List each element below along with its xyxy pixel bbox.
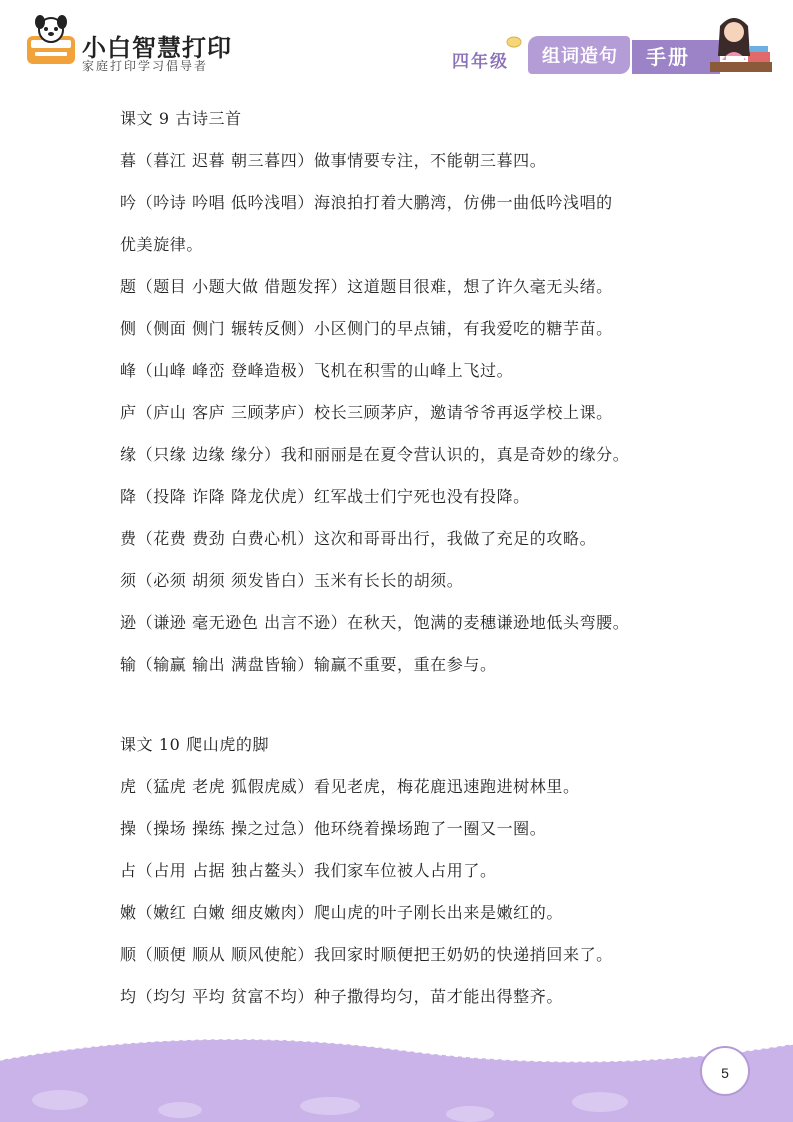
word-entry: 嫩（嫩红 白嫩 细皮嫩肉）爬山虎的叶子刚长出来是嫩红的。: [120, 903, 563, 922]
word-entry: 费（花费 费劲 白费心机）这次和哥哥出行，我做了充足的攻略。: [120, 529, 597, 548]
page-header: [0, 0, 793, 90]
word-entry: 占（占用 占据 独占鳌头）我们家车位被人占用了。: [120, 861, 497, 880]
word-entry: 题（题目 小题大做 借题发挥）这道题目很难，想了许久毫无头绪。: [120, 277, 613, 296]
section-heading: 课文 10 爬山虎的脚: [120, 735, 270, 754]
section-heading: 课文 9 古诗三首: [120, 109, 242, 128]
girl-reading-icon: [704, 12, 776, 76]
word-entry: 均（均匀 平均 贫富不均）种子撒得均匀，苗才能出得整齐。: [120, 987, 563, 1006]
word-entry: 缘（只缘 边缘 缘分）我和丽丽是在夏令营认识的，真是奇妙的缘分。: [120, 445, 630, 464]
word-entry: 降（投降 诈降 降龙伏虎）红军战士们宁死也没有投降。: [120, 487, 530, 506]
dog-logo-icon: [25, 14, 77, 66]
word-entry: 峰（山峰 峰峦 登峰造极）飞机在积雪的山峰上飞过。: [120, 361, 514, 380]
word-entry: 须（必须 胡须 须发皆白）玉米有长长的胡须。: [120, 571, 464, 590]
book-title: 组词造句: [542, 46, 618, 67]
word-entry: 吟（吟诗 吟唱 低吟浅唱）海浪拍打着大鹏湾，仿佛一曲低吟浅唱的: [120, 193, 613, 212]
handbook-label: 手册: [632, 40, 720, 74]
word-entry: 操（操场 操练 操之过急）他环绕着操场跑了一圈又一圈。: [120, 819, 547, 838]
word-entry: 侧（侧面 侧门 辗转反侧）小区侧门的早点铺，有我爱吃的糖芋苗。: [120, 319, 613, 338]
word-entry: 暮（暮江 迟暮 朝三暮四）做事情要专注，不能朝三暮四。: [120, 151, 547, 170]
coin-icon: [506, 36, 522, 48]
word-entry: 庐（庐山 客庐 三顾茅庐）校长三顾茅庐，邀请爷爷再返学校上课。: [120, 403, 613, 422]
footer-wave-decoration: [0, 1030, 793, 1122]
title-banner: [528, 36, 630, 74]
brand-slogan: 家庭打印学习倡导者: [82, 59, 209, 73]
word-entry: 虎（猛虎 老虎 狐假虎威）看见老虎，梅花鹿迅速跑进树林里。: [120, 777, 580, 796]
word-entry: 输（输赢 输出 满盘皆输）输赢不重要，重在参与。: [120, 655, 497, 674]
grade-label: 四年级: [452, 52, 509, 72]
brand-name: 小白智慧打印: [82, 34, 232, 62]
page-number: 5: [700, 1046, 750, 1096]
word-entry: 逊（谦逊 毫无逊色 出言不逊）在秋天，饱满的麦穗谦逊地低头弯腰。: [120, 613, 630, 632]
word-entry-continuation: 优美旋律。: [120, 235, 204, 254]
word-entry: 顺（顺便 顺从 顺风使舵）我回家时顺便把王奶奶的快递捎回来了。: [120, 945, 613, 964]
